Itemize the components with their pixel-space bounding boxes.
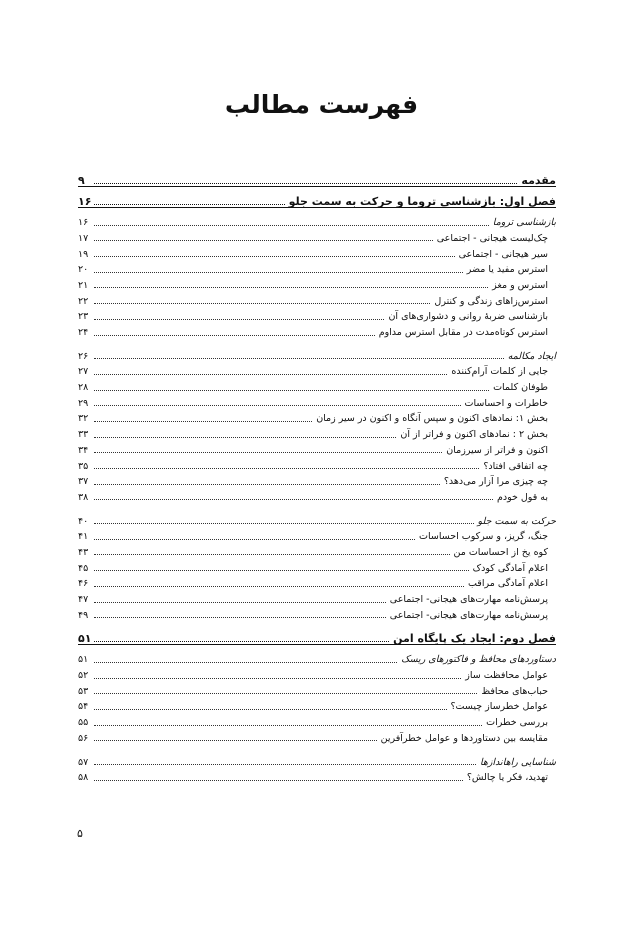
- toc-entry-title: حباب‌های محافظ: [481, 685, 548, 697]
- dot-leader: [94, 498, 493, 500]
- toc-entry[interactable]: [78, 259, 556, 275]
- toc-entry-page: ۵۲: [78, 670, 89, 682]
- toc-entry-title: فصل دوم: ایجاد یک پایگاه امن: [393, 632, 556, 646]
- toc-entry-title: تهدید، فکر یا چالش؟: [466, 772, 548, 784]
- dot-leader: [94, 585, 464, 587]
- toc-entry-title: پرسش‌نامه مهارت‌های هیجانی- اجتماعی: [389, 594, 548, 605]
- toc-entry-page: ۵۷: [78, 756, 89, 768]
- toc-chapter-1[interactable]: [78, 187, 556, 208]
- dot-leader: [94, 436, 396, 438]
- toc-entry[interactable]: [78, 526, 556, 542]
- toc-entry-page: ۴۷: [78, 594, 89, 605]
- dot-leader: [94, 739, 377, 741]
- dot-leader: [94, 271, 463, 273]
- toc-entry-page: ۳۸: [78, 491, 89, 503]
- toc-entry-page: ۵۱: [78, 632, 92, 646]
- dot-leader: [94, 601, 386, 603]
- toc-entry-page: ۵۸: [78, 772, 89, 784]
- toc-entry-title: کوه یخ از احساسات من: [453, 546, 548, 558]
- toc-entry-page: ۴۳: [78, 546, 89, 558]
- toc-entry-title: بازشناسی ضربهٔ روانی و دشواری‌های آن: [388, 311, 548, 323]
- toc-entry-page: ۲۳: [78, 311, 89, 323]
- toc-entry-page: ۵۶: [78, 732, 89, 744]
- toc-entry[interactable]: [78, 487, 556, 503]
- toc-entry-title: فصل اول: بازشناسی تروما و حرکت به سمت جلو: [288, 195, 556, 208]
- dot-leader: [94, 224, 489, 226]
- toc-entry[interactable]: [78, 589, 556, 605]
- dot-leader: [94, 763, 476, 765]
- dot-leader: [94, 640, 389, 642]
- toc-entry[interactable]: [78, 290, 556, 306]
- toc-entry[interactable]: [78, 728, 556, 744]
- toc-entry-page: ۳۲: [78, 413, 89, 425]
- toc-entry-title: استرس و مغز: [492, 279, 548, 291]
- dot-leader: [94, 286, 488, 288]
- toc-entry[interactable]: [78, 275, 556, 291]
- toc-entry-title: سیر هیجانی - اجتماعی: [458, 248, 548, 260]
- toc-entry-title: پرسش‌نامه مهارت‌های هیجانی- اجتماعی: [389, 609, 548, 621]
- toc-entry[interactable]: [78, 408, 556, 424]
- toc-entry[interactable]: [78, 605, 556, 621]
- dot-leader: [94, 318, 384, 320]
- toc-entry-title: بخش ۲ : نمادهای اکنون و فراتر از آن: [400, 429, 548, 441]
- toc-entry-title: بررسی خطرات: [486, 717, 548, 729]
- toc-entry-page: ۳۷: [78, 476, 89, 488]
- toc-entry-page: ۵۴: [78, 701, 89, 713]
- toc-section-header[interactable]: [78, 212, 556, 228]
- toc-entry-page: ۲۰: [78, 264, 89, 276]
- toc-entry-title: عوامل خطرساز چیست؟: [450, 701, 548, 713]
- toc-entry-title: به قول خودم: [496, 491, 548, 503]
- dot-leader: [94, 357, 504, 359]
- toc-entry-page: ۹: [78, 174, 85, 187]
- toc-entry-intro[interactable]: [78, 166, 556, 187]
- toc-entry-title: استرس کوتاه‌مدت در مقابل استرس مداوم: [378, 327, 548, 338]
- toc-entry[interactable]: [78, 696, 556, 712]
- toc-entry-title: مقدمه: [521, 174, 556, 187]
- toc-entry[interactable]: [78, 228, 556, 244]
- page-title: فهرست مطالب: [224, 90, 419, 119]
- toc-entry-page: ۱۶: [78, 217, 89, 229]
- toc-entry-title: عوامل محافظت ساز: [465, 670, 548, 682]
- dot-leader: [94, 569, 469, 571]
- toc-entry-page: ۳۳: [78, 429, 89, 441]
- toc-entry-page: ۴۹: [78, 609, 89, 621]
- toc-entry-page: ۵۵: [78, 717, 89, 729]
- toc-entry-title: طوفان کلمات: [493, 382, 548, 394]
- dot-leader: [94, 661, 397, 663]
- toc-entry[interactable]: [78, 471, 556, 487]
- toc-entry-title: حرکت به سمت جلو: [477, 515, 556, 527]
- page-number: ۵: [77, 827, 83, 840]
- toc-entry[interactable]: [78, 557, 556, 573]
- toc-entry-title: ایجاد مکالمه: [507, 350, 556, 362]
- dot-leader: [94, 724, 482, 726]
- toc-entry-title: استرس مفید یا مضر: [466, 264, 548, 276]
- dot-leader: [94, 420, 312, 422]
- toc-entry-title: استرس‌زاهای زندگی و کنترل: [434, 295, 548, 307]
- toc-entry-title: چک‌لیست هیجانی - اجتماعی: [436, 232, 548, 244]
- toc-entry-title: چه اتفاقی افتاد؟: [483, 460, 548, 472]
- toc-entry-page: ۳۴: [78, 444, 89, 456]
- toc-entry-title: مقایسه بین دستاوردها و عوامل خطرآفرین: [380, 732, 548, 744]
- toc-entry-page: ۴۱: [78, 531, 89, 543]
- toc-entry-page: ۲۷: [78, 366, 89, 378]
- toc-section-header[interactable]: [78, 649, 556, 665]
- toc-entry[interactable]: [78, 440, 556, 456]
- toc-entry-page: ۴۶: [78, 578, 89, 590]
- toc-entry-page: ۲۹: [78, 397, 89, 409]
- toc-entry-title: بخش ۱: نمادهای اکنون و سپس آنگاه و اکنون در سیر زمان: [316, 413, 548, 425]
- toc-entry-title: بازشناسی تروما: [492, 217, 556, 229]
- dot-leader: [94, 239, 433, 241]
- toc-entry-page: ۱۷: [78, 232, 89, 244]
- toc-entry-page: ۵۳: [78, 685, 89, 697]
- toc-entry[interactable]: [78, 665, 556, 681]
- toc-entry[interactable]: [78, 424, 556, 440]
- toc-section-header[interactable]: [78, 346, 556, 362]
- dot-leader: [94, 203, 285, 205]
- toc-entry-page: ۲۶: [78, 350, 89, 362]
- toc-entry[interactable]: [78, 306, 556, 322]
- toc-entry-title: جایی از کلمات آرام‌کننده: [451, 366, 548, 378]
- dot-leader: [94, 373, 447, 375]
- toc-entry[interactable]: [78, 767, 556, 783]
- dot-leader: [94, 677, 461, 679]
- toc-entry-title: چه چیزی مرا آزار می‌دهد؟: [443, 476, 548, 488]
- dot-leader: [94, 182, 517, 184]
- dot-leader: [94, 302, 430, 304]
- toc-entry-page: ۵۱: [78, 654, 89, 666]
- toc-entry[interactable]: [78, 322, 556, 338]
- toc-entry-title: شناسایی راهاندازها: [479, 756, 556, 768]
- toc-entry[interactable]: [78, 712, 556, 728]
- toc-entry-title: دستاوردهای محافظ و فاکتورهای ریسک: [401, 654, 556, 666]
- toc-entry[interactable]: [78, 243, 556, 259]
- toc-chapter-2[interactable]: [78, 624, 556, 645]
- dot-leader: [94, 467, 479, 469]
- toc-entry-page: ۱۶: [78, 195, 92, 208]
- toc-entry[interactable]: [78, 393, 556, 409]
- dot-leader: [94, 334, 375, 336]
- toc-entry-page: ۴۵: [78, 562, 89, 574]
- toc-entry-page: ۲۱: [78, 279, 89, 291]
- toc-entry-page: ۲۲: [78, 295, 89, 307]
- dot-leader: [94, 616, 386, 618]
- dot-leader: [94, 522, 474, 524]
- dot-leader: [94, 451, 442, 453]
- dot-leader: [94, 538, 415, 540]
- table-of-contents: [78, 166, 556, 783]
- toc-section-header[interactable]: [78, 510, 556, 526]
- toc-entry[interactable]: [78, 377, 556, 393]
- toc-entry-page: ۲۸: [78, 382, 89, 394]
- dot-leader: [94, 483, 440, 485]
- toc-entry-page: ۴۰: [78, 515, 89, 527]
- toc-entry[interactable]: [78, 455, 556, 471]
- dot-leader: [94, 708, 447, 710]
- toc-entry-title: اعلام آمادگی مراقب: [467, 578, 548, 590]
- toc-entry-title: جنگ، گریز، و سرکوب احساسات: [419, 531, 548, 543]
- dot-leader: [94, 404, 461, 406]
- toc-entry-title: خاطرات و احساسات: [464, 397, 548, 409]
- toc-entry-page: ۲۴: [78, 327, 89, 338]
- toc-entry[interactable]: [78, 361, 556, 377]
- toc-entry-title: اعلام آمادگی کودک: [472, 562, 548, 574]
- toc-entry-page: ۳۵: [78, 460, 89, 472]
- dot-leader: [94, 389, 489, 391]
- toc-entry-page: ۱۹: [78, 248, 89, 260]
- toc-entry[interactable]: [78, 573, 556, 589]
- toc-entry[interactable]: [78, 681, 556, 697]
- toc-entry-title: اکنون و فراتر از سیرزمان: [446, 444, 548, 456]
- toc-entry[interactable]: [78, 542, 556, 558]
- dot-leader: [94, 692, 477, 694]
- dot-leader: [94, 553, 450, 555]
- dot-leader: [94, 779, 463, 781]
- toc-section-header[interactable]: [78, 751, 556, 767]
- dot-leader: [94, 255, 455, 257]
